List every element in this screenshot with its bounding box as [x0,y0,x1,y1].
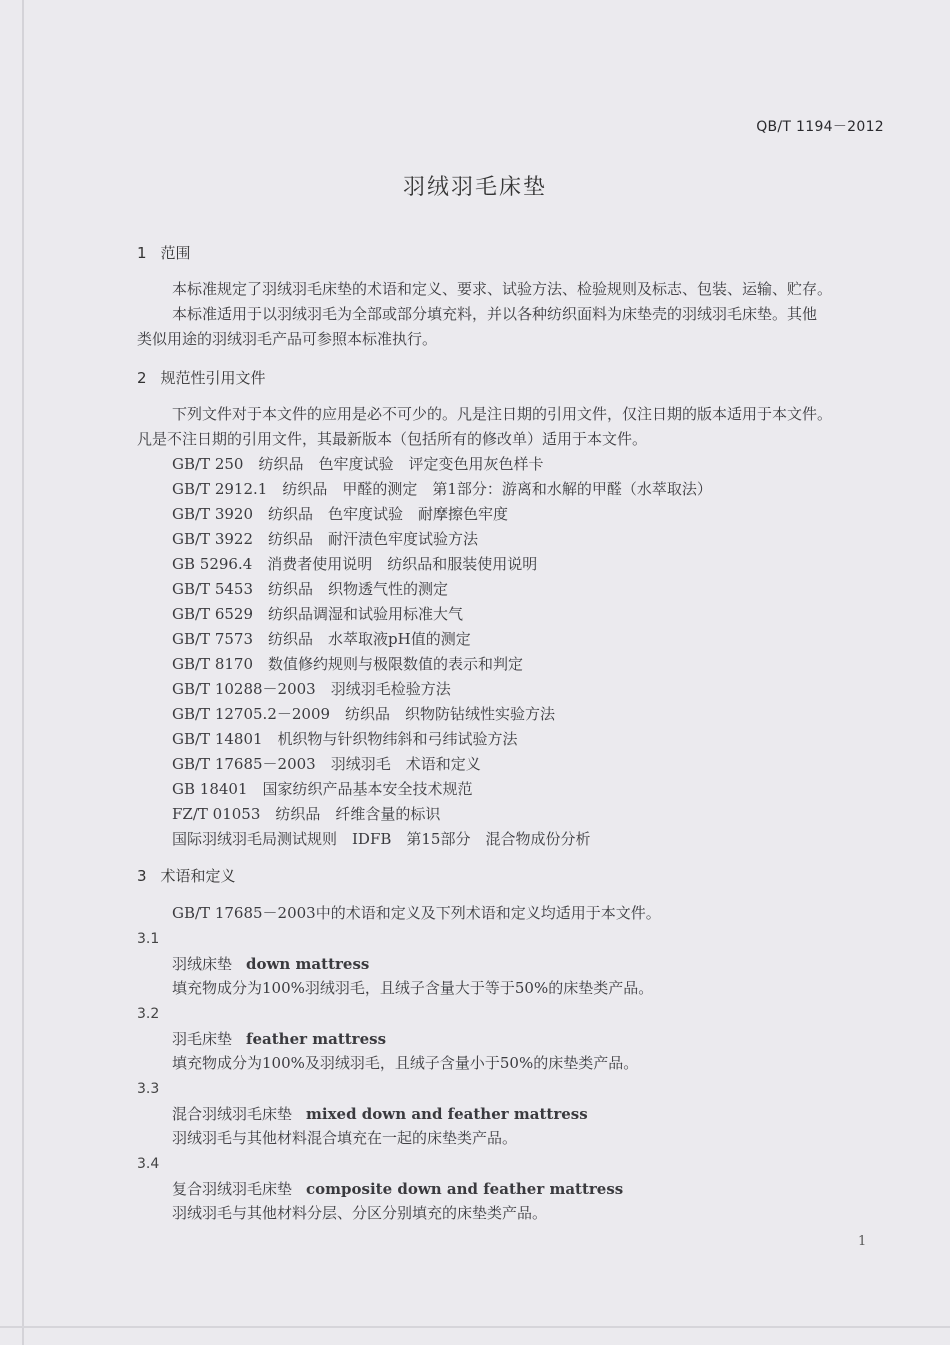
reference-item: GB/T 12705.2－2009 纺织品 织物防钻绒性实验方法 [172,705,556,723]
paragraph: 本标准适用于以羽绒羽毛为全部或部分填充料，并以各种纺织面料为床垫壳的羽绒羽毛床垫。其他 [172,305,818,323]
term-heading [172,954,369,974]
section-number: 2 [137,369,147,387]
term-en: mixed down and feather mattress [306,1105,588,1123]
term-number: 3.3 [137,1081,160,1097]
term-definition: 羽绒羽毛与其他材料混合填充在一起的床垫类产品。 [172,1129,518,1147]
term-en: down mattress [246,955,370,973]
term-heading [172,1179,623,1199]
reference-item: GB/T 17685－2003 羽绒羽毛 术语和定义 [172,755,481,773]
term-en: composite down and feather mattress [306,1180,624,1198]
document-title: 羽绒羽毛床垫 [402,175,547,200]
paragraph: 凡是不注日期的引用文件，其最新版本（包括所有的修改单）适用于本文件。 [137,430,648,448]
reference-item: GB/T 5453 纺织品 织物透气性的测定 [172,580,449,598]
reference-item: GB/T 250 纺织品 色牢度试验 评定变色用灰色样卡 [172,455,544,473]
section-1-heading [137,243,191,263]
paragraph: 类似用途的羽绒羽毛产品可参照本标准执行。 [137,330,438,348]
reference-item: GB/T 3922 纺织品 耐汗渍色牢度试验方法 [172,530,479,548]
term-number: 3.4 [137,1156,160,1172]
section-3-heading [137,866,236,886]
reference-item: GB/T 7573 纺织品 水萃取液pH值的测定 [172,630,471,648]
term-zh: 复合羽绒羽毛床垫 [172,1180,293,1198]
reference-item: GB/T 8170 数值修约规则与极限数值的表示和判定 [172,655,524,673]
reference-item: GB/T 10288－2003 羽绒羽毛检验方法 [172,680,451,698]
term-heading [172,1029,386,1049]
reference-item: GB 5296.4 消费者使用说明 纺织品和服装使用说明 [172,555,538,573]
section-title: 规范性引用文件 [160,369,266,387]
paragraph: 下列文件对于本文件的应用是必不可少的。凡是注日期的引用文件，仅注日期的版本适用于本文件。 [172,405,833,423]
page-number: 1 [858,1234,867,1249]
reference-item: GB/T 6529 纺织品调湿和试验用标准大气 [172,605,464,623]
term-zh: 羽毛床垫 [172,1030,233,1048]
reference-item: FZ/T 01053 纺织品 纤维含量的标识 [172,805,441,823]
term-definition: 填充物成分为100%羽绒羽毛，且绒子含量大于等于50%的床垫类产品。 [172,979,654,997]
section-2-heading [137,368,266,388]
term-zh: 混合羽绒羽毛床垫 [172,1105,293,1123]
page-edge-left [22,0,24,1345]
section-title: 范围 [160,244,191,262]
paragraph: 本标准规定了羽绒羽毛床垫的术语和定义、要求、试验方法、检验规则及标志、包装、运输、贮存。 [172,280,833,298]
term-heading [172,1104,588,1124]
term-zh: 羽绒床垫 [172,955,233,973]
term-definition: 羽绒羽毛与其他材料分层、分区分别填充的床垫类产品。 [172,1204,548,1222]
paragraph: GB/T 17685－2003中的术语和定义及下列术语和定义均适用于本文件。 [172,904,661,922]
reference-item: 国际羽绒羽毛局测试规则 IDFB 第15部分 混合物成份分析 [172,830,591,848]
term-number: 3.1 [137,931,160,947]
reference-item: GB 18401 国家纺织产品基本安全技术规范 [172,780,473,798]
section-number: 3 [137,867,147,885]
reference-item: GB/T 2912.1 纺织品 甲醛的测定 第1部分：游离和水解的甲醛（水萃取法） [172,480,712,498]
section-title: 术语和定义 [160,867,236,885]
section-number: 1 [137,244,147,262]
reference-item: GB/T 14801 机织物与针织物纬斜和弓纬试验方法 [172,730,518,748]
term-definition: 填充物成分为100%及羽绒羽毛，且绒子含量小于50%的床垫类产品。 [172,1054,639,1072]
page-edge-bottom [0,1326,950,1328]
term-number: 3.2 [137,1006,160,1022]
term-en: feather mattress [246,1030,387,1048]
reference-item: GB/T 3920 纺织品 色牢度试验 耐摩擦色牢度 [172,505,509,523]
standard-code: QB/T 1194－2012 [756,119,884,135]
